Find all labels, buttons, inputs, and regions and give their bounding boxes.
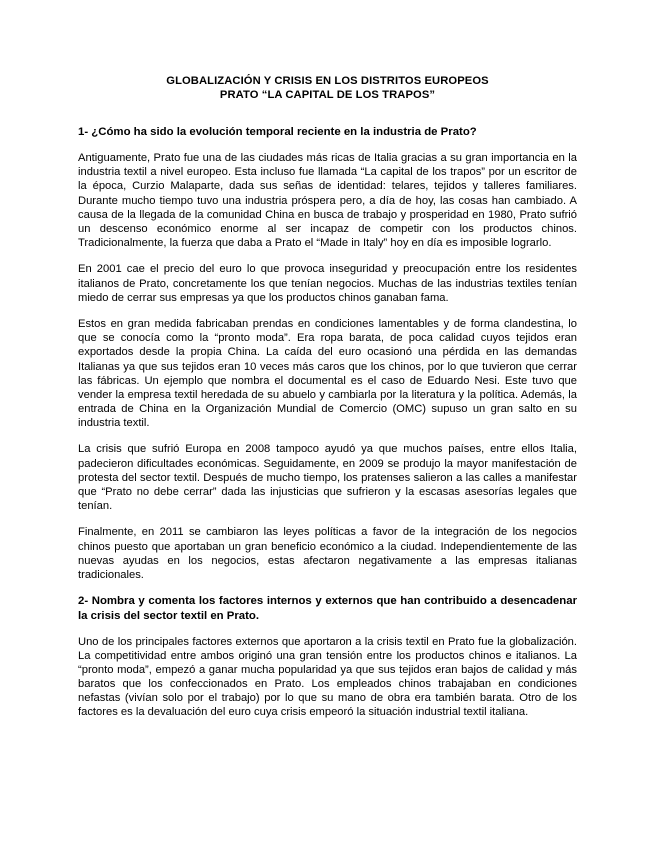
q2-paragraph-1: Uno de los principales factores externos que aportaron a la crisis textil en Prato fue la globalización. La competitividad entre ambos originó una gran tensión entre los productos chinos e italianos. La “pronto moda”, empezó a ganar mucha popularidad ya que sus tejidos eran bajos de calidad y más baratos que los confeccionados en Prato. Los empleados chinos trabajaban en condiciones nefastas (vivían solo por el trabajo) por lo que su mano de obra era también barata. Otro de los factores es la devaluación del euro cuya crisis empeoró la situación industrial textil italiana.	[78, 635, 577, 719]
title-line-1: GLOBALIZACIÓN Y CRISIS EN LOS DISTRITOS EUROPEOS	[166, 75, 489, 87]
question-1-heading: 1- ¿Cómo ha sido la evolución temporal reciente en la industria de Prato?	[78, 126, 477, 138]
question-2-heading: 2- Nombra y comenta los factores internos y externos que han contribuido a desencadenar la crisis del sector textil en Prato.	[78, 595, 577, 622]
q1-paragraph-5: Finalmente, en 2011 se cambiaron las leyes políticas a favor de la integración de los negocios chinos puesto que aportaban un gran beneficio económico a la ciudad. Independientemente de las nuevas ayudas en los negocios, estas afectaron negativamente a las empresas italianas tradicionales.	[78, 526, 577, 581]
document-title	[78, 74, 577, 102]
title-line-2: PRATO “LA CAPITAL DE LOS TRAPOS”	[219, 89, 436, 101]
q1-paragraph-2: En 2001 cae el precio del euro lo que provoca inseguridad y preocupación entre los residentes italianos de Prato, concretamente los que tenían negocios. Muchas de las industrias textiles tenían miedo de cerrar sus empresas ya que los productos chinos ganaban fama.	[78, 263, 577, 304]
q1-paragraph-3: Estos en gran medida fabricaban prendas en condiciones lamentables y de forma clandestina, lo que se conocía como la “pronto moda”. Era ropa barata, de poca calidad cuyos tejidos eran exportados desde la propia China. La caída del euro ocasionó una pérdida en las demandas Italianas ya que sus tejidos eran 10 veces más caros que los chinos, por lo que tuvieron que cerrar las fábricas. Un ejemplo que nombra el documental es el caso de Eduardo Nesi. Este tuvo que vender la empresa textil heredada de su abuelo y cambiarla por la literatura y la política. Además, la entrada de China en la Organización Mundial de Comercio (OMC) supuso un gran salto en su industria textil.	[78, 318, 577, 429]
q1-paragraph-1: Antiguamente, Prato fue una de las ciudades más ricas de Italia gracias a su gran importancia en la industria textil a nivel europeo. Esta incluso fue llamada “La capital de los trapos” por un escritor de la época, Curzio Malaparte, dada sus señas de identidad: telares, tejidos y talleres familiares. Durante mucho tiempo tuvo una industria próspera pero, a día de hoy, las cosas han cambiado. A causa de la llegada de la comunidad China en busca de trabajo y prosperidad en 1980, Prato sufrió un descenso económico enorme al ser incapaz de competir con los productos chinos. Tradicionalmente, la fuerza que daba a Prato el “Made in Italy” hoy en día es imposible lograrlo.	[78, 152, 577, 249]
q1-paragraph-4: La crisis que sufrió Europa en 2008 tampoco ayudó ya que muchos países, entre ellos Italia, padecieron dificultades económicas. Seguidamente, en 2009 se produjo la mayor manifestación de protesta del sector textil. Después de mucho tiempo, los pratenses salieron a las calles a manifestar que “Prato no debe cerrar” dada las injusticias que sufrieron y la escasas asesorías legales que tenían.	[78, 443, 577, 512]
